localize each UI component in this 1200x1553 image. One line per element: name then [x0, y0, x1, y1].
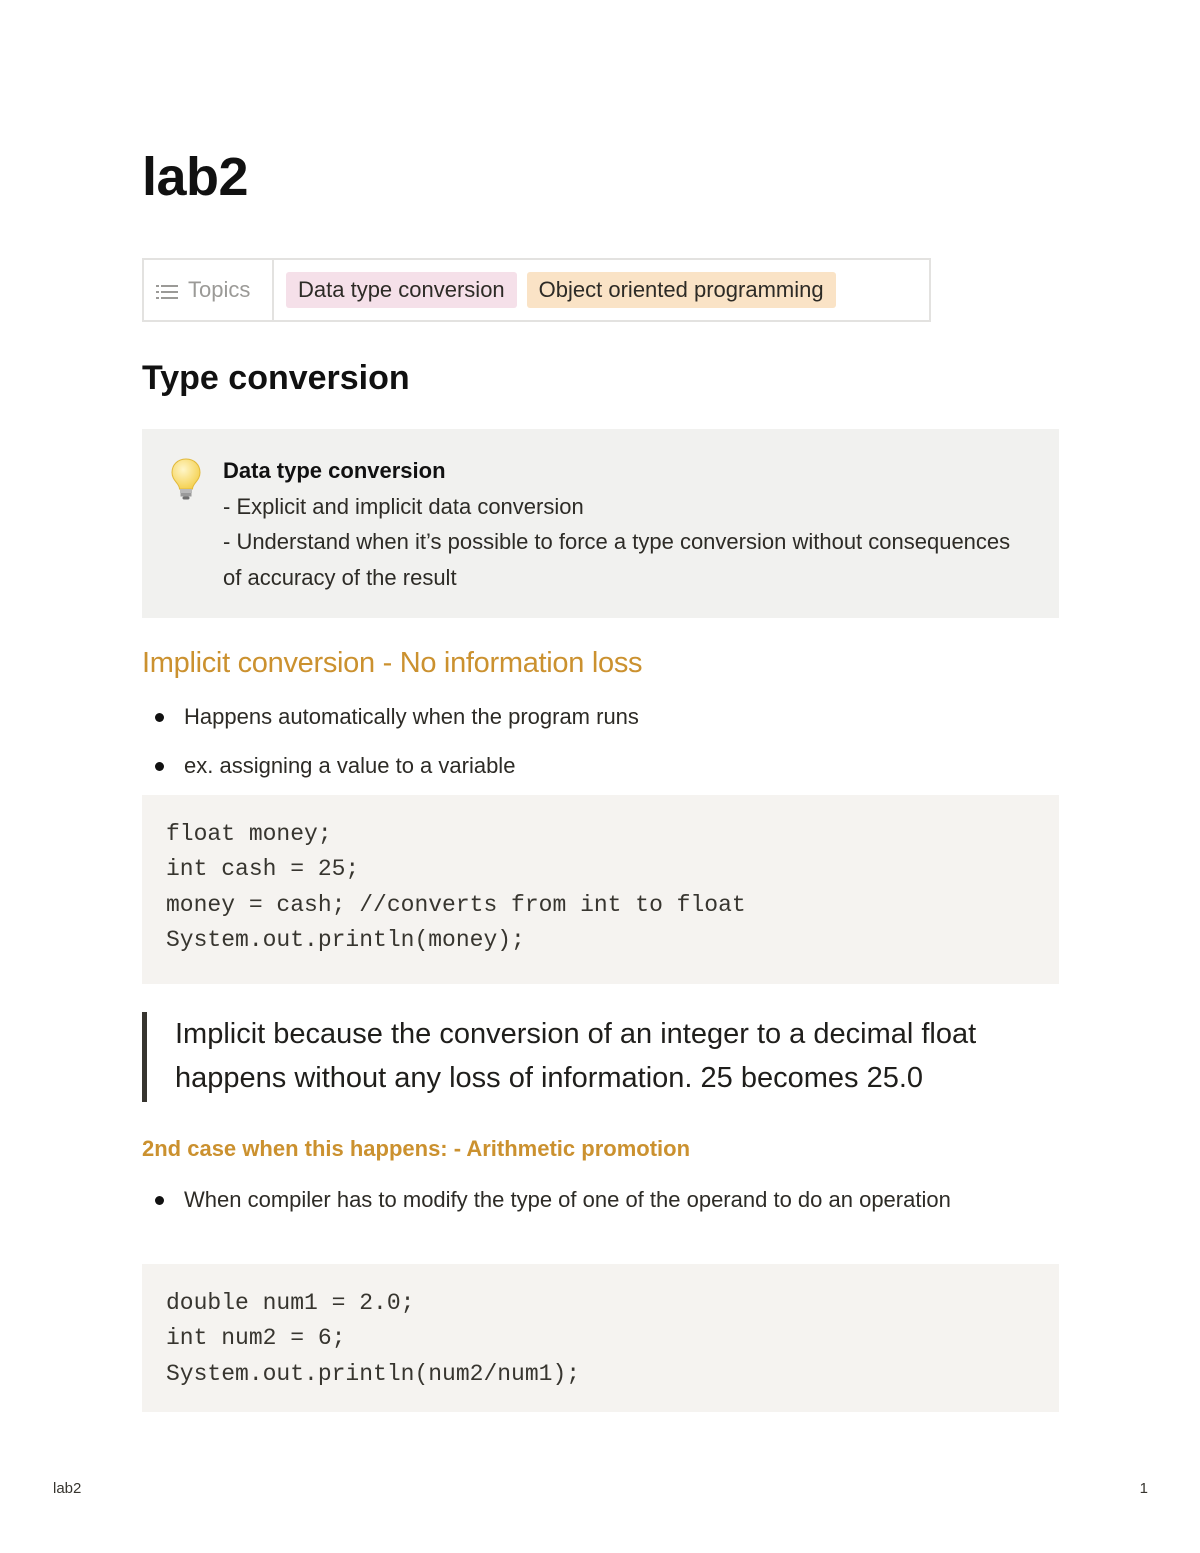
- code-block-implicit[interactable]: float money; int cash = 25; money = cash; //converts from int to float System.out.println(money);: [142, 795, 1059, 984]
- tag-data-type-conversion[interactable]: Data type conversion: [286, 272, 517, 308]
- list-item-text: ex. assigning a value to a variable: [184, 753, 516, 778]
- bullet-dot: [155, 1196, 164, 1205]
- tag-object-oriented-programming[interactable]: Object oriented programming: [527, 272, 836, 308]
- callout-line-1: - Explicit and implicit data conversion: [223, 493, 584, 519]
- page-title: lab2: [142, 147, 249, 207]
- code-block-arithmetic[interactable]: double num1 = 2.0; int num2 = 6; System.out.println(num2/num1);: [142, 1264, 1059, 1412]
- implicit-conversion-heading: Implicit conversion - No information loss: [142, 647, 643, 679]
- list-icon: [156, 284, 178, 300]
- list-item: [142, 699, 639, 734]
- bullet-dot: [155, 713, 164, 722]
- list-item: [142, 748, 639, 783]
- property-values[interactable]: [274, 272, 836, 308]
- lightbulb-icon: [170, 457, 202, 501]
- property-name-topics: [144, 260, 274, 320]
- footer-page-title: lab2: [53, 1480, 82, 1497]
- list-item-text: When compiler has to modify the type of one of the operand to do an operation: [184, 1187, 951, 1212]
- callout-text: [223, 453, 1013, 595]
- section-heading: Type conversion: [142, 359, 410, 397]
- callout-line-2: - Understand when it’s possible to force a type conversion without consequences of accuracy of the result: [223, 529, 1011, 590]
- properties-table: [142, 258, 931, 322]
- quote-block: Implicit because the conversion of an integer to a decimal float happens without any loss of information. 25 becomes 25.0: [142, 1012, 1059, 1102]
- property-name-label: Topics: [188, 277, 251, 302]
- callout-block: [142, 429, 1059, 618]
- arithmetic-promotion-heading: 2nd case when this happens: - Arithmetic promotion: [142, 1136, 691, 1161]
- footer-page-number: 1: [1139, 1480, 1148, 1497]
- callout-title: Data type conversion: [223, 458, 446, 483]
- implicit-bullet-list: [142, 699, 639, 783]
- arithmetic-bullet-list: [142, 1182, 972, 1217]
- bullet-dot: [155, 762, 164, 771]
- list-item: [142, 1182, 972, 1217]
- list-item-text: Happens automatically when the program runs: [184, 704, 639, 729]
